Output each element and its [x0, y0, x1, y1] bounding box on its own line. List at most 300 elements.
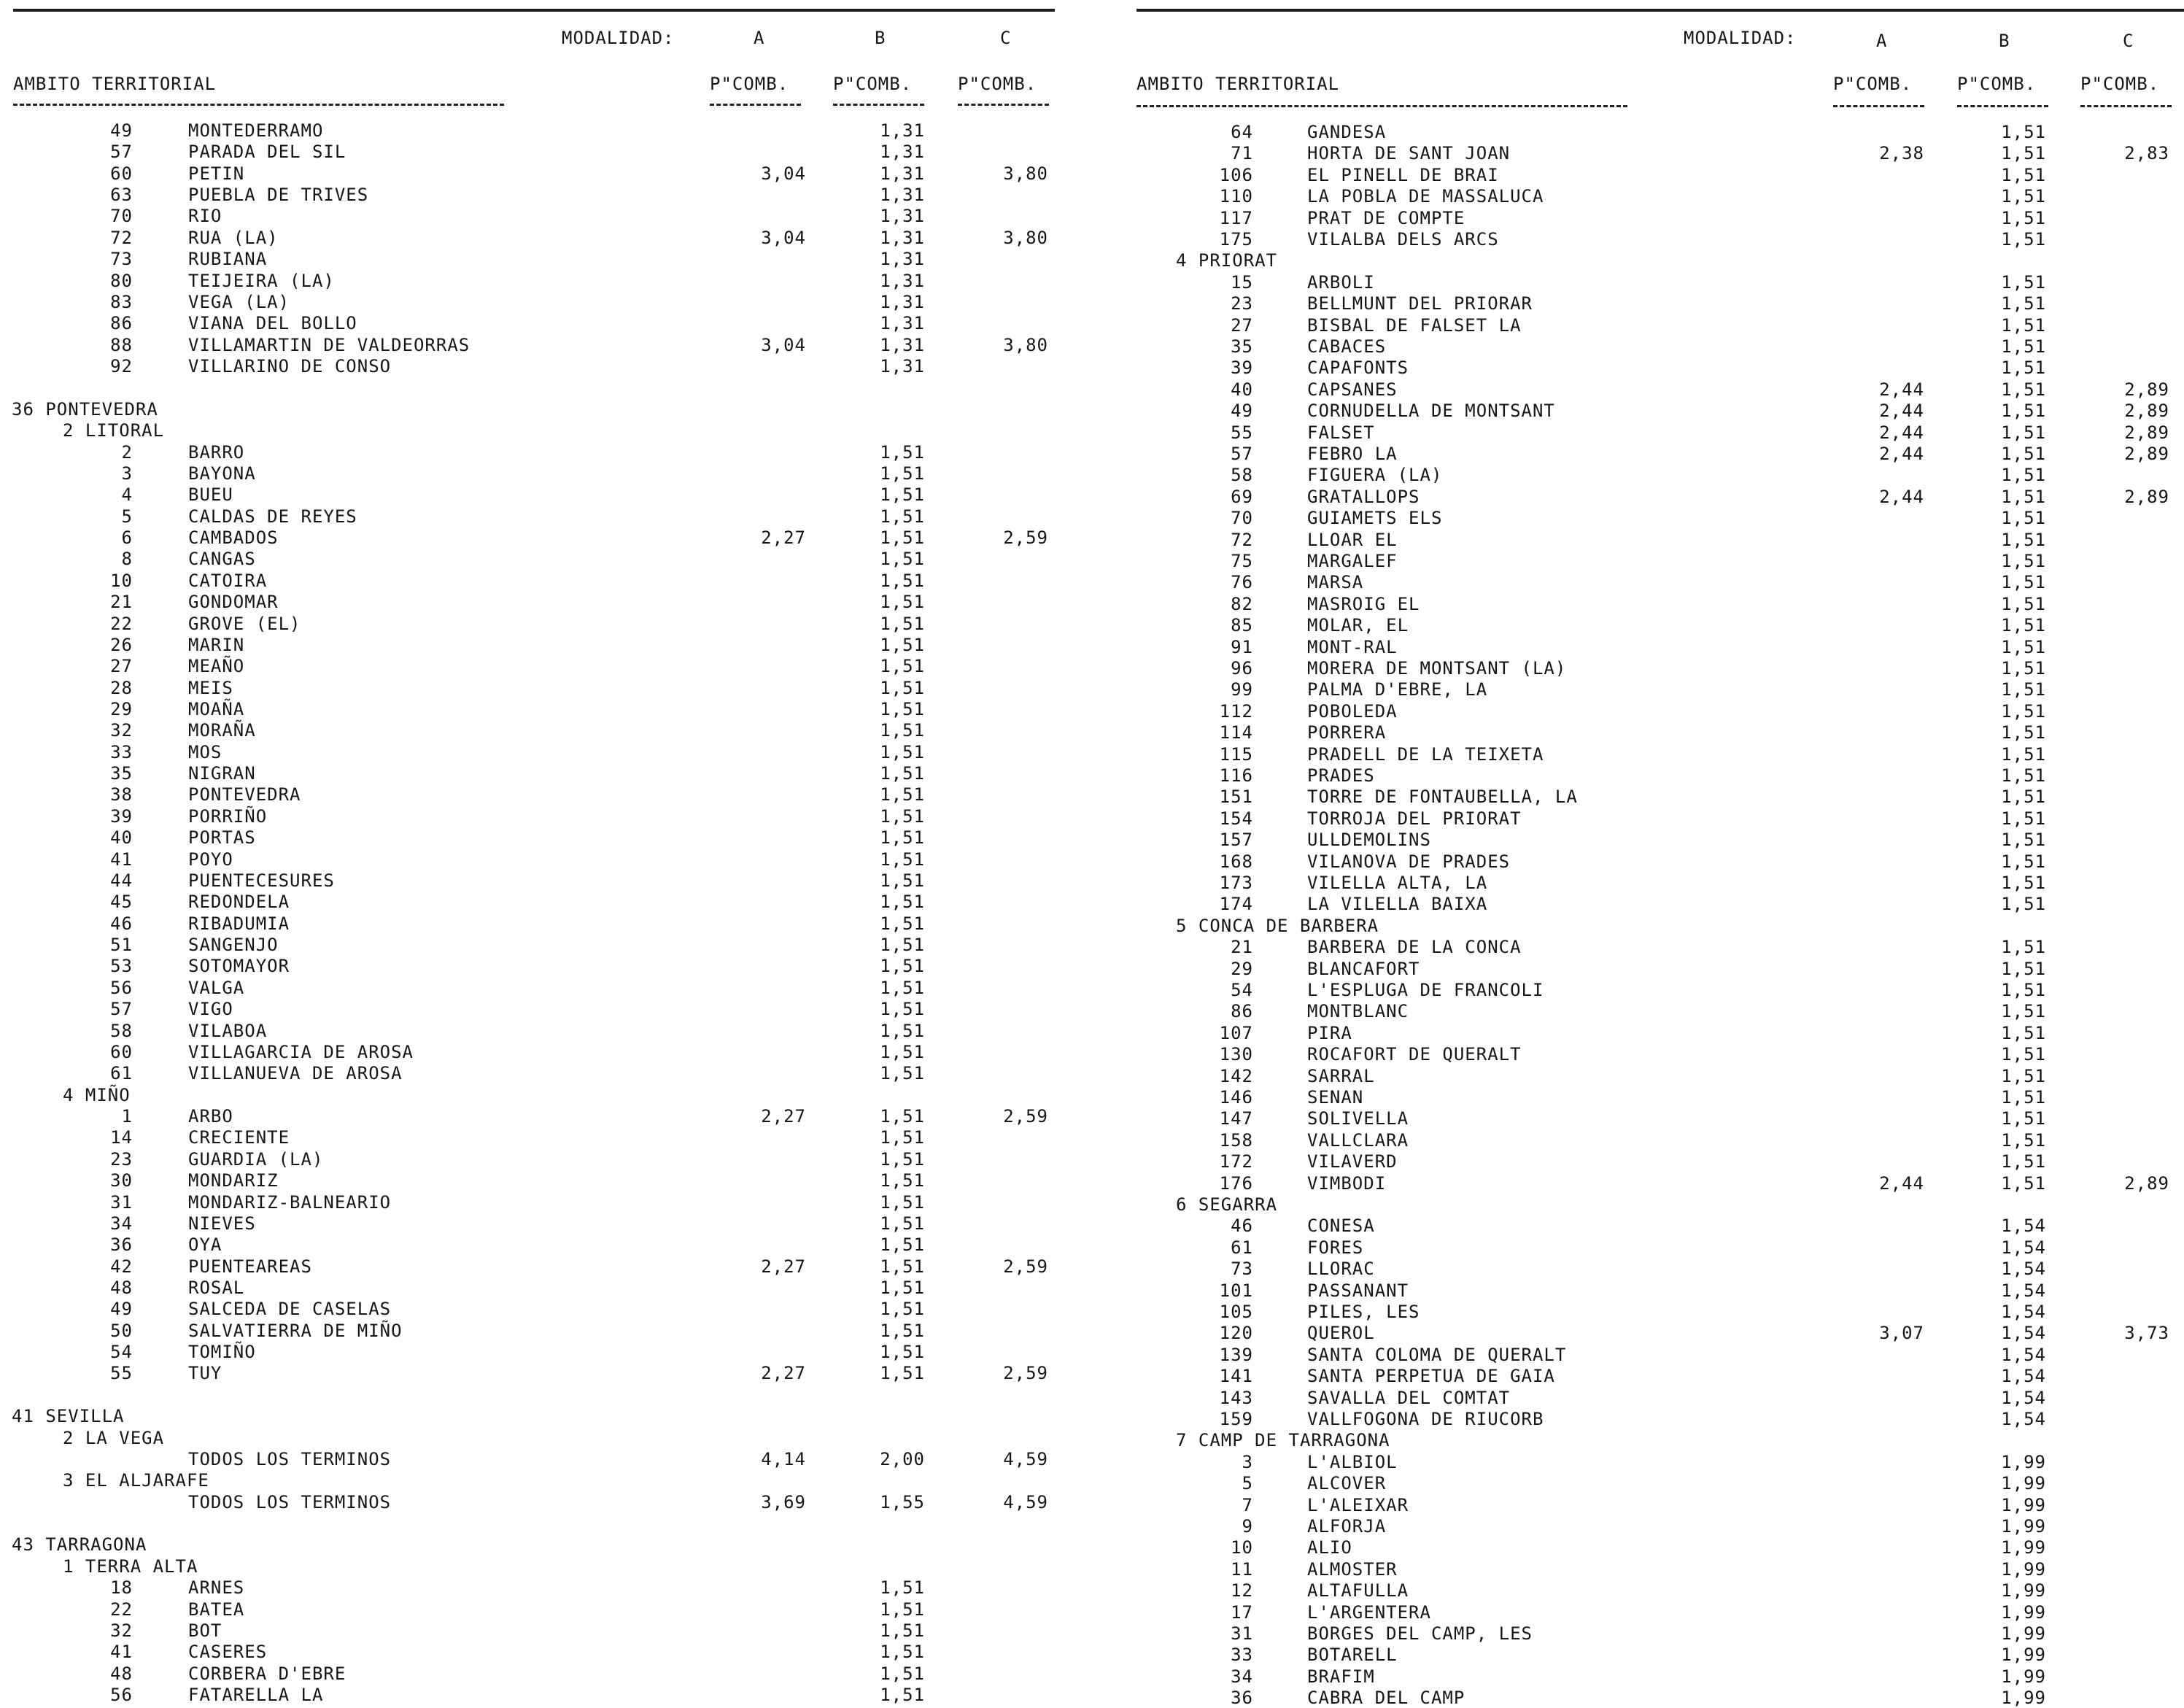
value-a: 3,69	[761, 1491, 806, 1512]
municipality-code: 8	[121, 549, 133, 570]
province-heading: 41 SEVILLA	[12, 1406, 125, 1427]
value-a: 3,07	[1879, 1323, 1924, 1344]
value-b: 1,51	[880, 784, 925, 805]
municipality-code: 80	[110, 270, 133, 291]
municipality-name: RUA (LA)	[188, 227, 279, 248]
municipality-code: 147	[1219, 1108, 1253, 1129]
municipality-code: 15	[1231, 271, 1253, 293]
municipality-code: 10	[1231, 1537, 1253, 1558]
municipality-code: 85	[1231, 615, 1253, 636]
municipality-name: ALCOVER	[1307, 1473, 1387, 1494]
municipality-code: 7	[1242, 1494, 1253, 1515]
municipality-name: LLOAR EL	[1307, 529, 1398, 550]
value-b: 1,51	[2001, 358, 2046, 379]
value-a: 2,38	[1879, 143, 1924, 164]
municipality-name: VILLAGARCIA DE AROSA	[188, 1041, 414, 1062]
value-b: 1,51	[880, 592, 925, 613]
value-c: 3,80	[1003, 227, 1048, 248]
municipality-code: 33	[1231, 1645, 1253, 1666]
municipality-name: POYO	[188, 849, 233, 870]
col-b-header: P"COMB.	[833, 74, 913, 94]
municipality-code: 69	[1231, 486, 1253, 507]
municipality-name: MARIN	[188, 634, 245, 655]
municipality-code: 10	[110, 570, 133, 591]
municipality-code: 91	[1231, 636, 1253, 657]
value-b: 1,54	[2001, 1259, 2046, 1280]
municipality-code: 151	[1219, 787, 1253, 808]
municipality-name: HORTA DE SANT JOAN	[1307, 143, 1511, 164]
municipality-code: 31	[1231, 1623, 1253, 1644]
municipality-name: SAVALLA DEL COMTAT	[1307, 1387, 1511, 1408]
value-b: 1,31	[880, 249, 925, 270]
value-b: 1,99	[2001, 1494, 2046, 1515]
municipality-code: 139	[1219, 1344, 1253, 1365]
col-c-underline	[2080, 105, 2172, 107]
municipality-name: TODOS LOS TERMINOS	[188, 1491, 392, 1512]
value-b: 1,54	[2001, 1409, 2046, 1429]
value-b: 1,99	[2001, 1645, 2046, 1666]
municipality-name: MONTEDERRAMO	[188, 120, 324, 141]
municipality-name: PIRA	[1307, 1022, 1352, 1043]
value-c: 2,59	[1003, 1363, 1048, 1384]
municipality-name: CORBERA D'EBRE	[188, 1663, 346, 1684]
value-b: 1,51	[2001, 1172, 2046, 1194]
municipality-code: 41	[110, 849, 133, 870]
municipality-name: CRECIENTE	[188, 1127, 290, 1148]
municipality-name: MONDARIZ-BALNEARIO	[188, 1191, 392, 1213]
municipality-name: PONTEVEDRA	[188, 784, 301, 805]
municipality-name: PALMA D'EBRE, LA	[1307, 679, 1488, 700]
municipality-name: CAPSANES	[1307, 379, 1398, 400]
value-b: 1,51	[2001, 830, 2046, 851]
value-b: 1,51	[880, 1320, 925, 1341]
municipality-code: 26	[110, 634, 133, 655]
province-heading: 36 PONTEVEDRA	[12, 398, 158, 420]
municipality-name: PARADA DEL SIL	[188, 142, 346, 163]
municipality-name: ALMOSTER	[1307, 1558, 1398, 1580]
municipality-name: FORES	[1307, 1237, 1364, 1258]
value-b: 1,31	[880, 356, 925, 377]
municipality-name: MONTBLANC	[1307, 1001, 1409, 1022]
col-c-underline	[958, 104, 1049, 106]
value-b: 1,51	[2001, 743, 2046, 765]
municipality-name: RIO	[188, 206, 222, 227]
municipality-name: TORROJA DEL PRIORAT	[1307, 808, 1522, 829]
municipality-code: 117	[1219, 207, 1253, 228]
municipality-code: 58	[110, 1020, 133, 1041]
municipality-name: ULLDEMOLINS	[1307, 830, 1431, 851]
col-c-header: P"COMB.	[2080, 74, 2160, 94]
municipality-code: 96	[1231, 658, 1253, 679]
value-a: 2,44	[1879, 422, 1924, 443]
municipality-code: 115	[1219, 743, 1253, 765]
value-b: 1,51	[880, 913, 925, 934]
value-c: 2,89	[2124, 401, 2169, 422]
municipality-name: MEIS	[188, 677, 233, 698]
municipality-name: REDONDELA	[188, 892, 290, 913]
municipality-code: 46	[110, 913, 133, 934]
municipality-code: 44	[110, 870, 133, 891]
value-b: 1,51	[2001, 615, 2046, 636]
municipality-code: 154	[1219, 808, 1253, 829]
municipality-name: CABACES	[1307, 336, 1387, 357]
municipality-name: OYA	[188, 1234, 222, 1256]
col-c-letter: C	[2123, 31, 2134, 51]
municipality-code: 57	[110, 142, 133, 163]
value-b: 1,31	[880, 120, 925, 141]
municipality-name: SOTOMAYOR	[188, 956, 290, 977]
value-a: 4,14	[761, 1448, 806, 1469]
value-b: 1,99	[2001, 1451, 2046, 1472]
municipality-code: 40	[1231, 379, 1253, 400]
municipality-name: GRATALLOPS	[1307, 486, 1420, 507]
municipality-code: 173	[1219, 873, 1253, 893]
province-heading: 43 TARRAGONA	[12, 1534, 147, 1556]
value-b: 1,51	[880, 463, 925, 484]
municipality-code: 48	[110, 1277, 133, 1298]
municipality-name: BISBAL DE FALSET LA	[1307, 314, 1522, 336]
municipality-code: 70	[110, 206, 133, 227]
municipality-code: 73	[1231, 1259, 1253, 1280]
value-b: 1,51	[880, 827, 925, 849]
municipality-code: 33	[110, 741, 133, 762]
municipality-code: 4	[121, 484, 133, 506]
value-b: 1,99	[2001, 1473, 2046, 1494]
col-b-letter: B	[1999, 31, 2010, 51]
municipality-code: 159	[1219, 1409, 1253, 1429]
value-b: 1,51	[880, 720, 925, 741]
value-b: 1,51	[880, 1363, 925, 1384]
municipality-name: PUENTEAREAS	[188, 1256, 312, 1277]
comarca-heading: 2 LITORAL	[63, 420, 165, 441]
municipality-code: 55	[1231, 422, 1253, 443]
value-a: 3,04	[761, 334, 806, 355]
value-b: 1,51	[880, 1106, 925, 1127]
value-c: 3,80	[1003, 163, 1048, 184]
value-a: 2,27	[761, 1256, 806, 1277]
municipality-name: QUEROL	[1307, 1323, 1375, 1344]
municipality-name: PETIN	[188, 163, 245, 184]
municipality-code: 72	[110, 227, 133, 248]
municipality-code: 58	[1231, 465, 1253, 486]
value-b: 1,54	[2001, 1323, 2046, 1344]
municipality-code: 3	[1242, 1451, 1253, 1472]
municipality-name: FIGUERA (LA)	[1307, 465, 1443, 486]
municipality-name: BAYONA	[188, 463, 256, 484]
municipality-code: 116	[1219, 765, 1253, 786]
municipality-code: 49	[110, 1299, 133, 1320]
value-b: 1,51	[2001, 1129, 2046, 1151]
col-c-letter: C	[1000, 28, 1012, 48]
municipality-code: 142	[1219, 1065, 1253, 1086]
municipality-code: 101	[1219, 1280, 1253, 1301]
municipality-name: LA POBLA DE MASSALUCA	[1307, 186, 1544, 207]
comarca-heading: 5 CONCA DE BARBERA	[1176, 915, 1379, 936]
municipality-code: 35	[110, 763, 133, 784]
value-b: 1,51	[2001, 143, 2046, 164]
value-b: 1,51	[2001, 186, 2046, 207]
municipality-name: RUBIANA	[188, 249, 268, 270]
value-b: 1,51	[880, 1685, 925, 1705]
value-a: 2,44	[1879, 486, 1924, 507]
value-b: 1,51	[2001, 122, 2046, 142]
col-a-underline	[710, 104, 801, 106]
municipality-code: 70	[1231, 508, 1253, 529]
municipality-name: BATEA	[188, 1599, 245, 1620]
col-a-letter: A	[1876, 31, 1888, 51]
value-b: 1,51	[2001, 593, 2046, 614]
municipality-name: VILABOA	[188, 1020, 268, 1041]
col-b-header: P"COMB.	[1957, 74, 2037, 94]
municipality-name: VALLCLARA	[1307, 1129, 1409, 1151]
value-b: 1,51	[2001, 293, 2046, 314]
value-b: 1,51	[2001, 572, 2046, 593]
comarca-heading: 4 MIÑO	[63, 1084, 131, 1105]
value-b: 1,51	[880, 805, 925, 827]
value-b: 1,51	[880, 1234, 925, 1256]
municipality-name: GROVE (EL)	[188, 613, 301, 634]
municipality-name: CABRA DEL CAMP	[1307, 1688, 1465, 1708]
municipality-name: VILLAMARTIN DE VALDEORRAS	[188, 334, 471, 355]
municipality-code: 172	[1219, 1151, 1253, 1172]
value-b: 1,51	[2001, 229, 2046, 250]
value-b: 1,99	[2001, 1666, 2046, 1687]
municipality-code: 71	[1231, 143, 1253, 164]
value-a: 2,27	[761, 1363, 806, 1384]
municipality-code: 29	[1231, 958, 1253, 979]
value-b: 1,51	[880, 1663, 925, 1684]
municipality-code: 5	[1242, 1473, 1253, 1494]
municipality-name: ALIO	[1307, 1537, 1352, 1558]
value-b: 1,51	[2001, 1022, 2046, 1043]
municipality-code: 82	[1231, 593, 1253, 614]
municipality-code: 14	[110, 1127, 133, 1148]
value-b: 1,55	[880, 1491, 925, 1512]
municipality-name: SANTA COLOMA DE QUERALT	[1307, 1344, 1567, 1365]
municipality-name: VALLFOGONA DE RIUCORB	[1307, 1409, 1544, 1429]
municipality-code: 49	[1231, 401, 1253, 422]
value-b: 1,51	[880, 1256, 925, 1277]
value-b: 1,54	[2001, 1237, 2046, 1258]
municipality-name: TODOS LOS TERMINOS	[188, 1448, 392, 1469]
value-b: 1,51	[2001, 164, 2046, 185]
value-b: 1,51	[880, 1213, 925, 1234]
municipality-name: CANGAS	[188, 549, 256, 570]
value-b: 1,51	[880, 570, 925, 591]
municipality-name: MOAÑA	[188, 698, 245, 719]
municipality-name: CORNUDELLA DE MONTSANT	[1307, 401, 1555, 422]
municipality-name: POBOLEDA	[1307, 700, 1398, 722]
value-b: 1,99	[2001, 1688, 2046, 1708]
municipality-name: TORRE DE FONTAUBELLA, LA	[1307, 787, 1578, 808]
value-b: 1,51	[2001, 1151, 2046, 1172]
municipality-name: PASSANANT	[1307, 1280, 1409, 1301]
municipality-name: SANGENJO	[188, 935, 279, 956]
value-a: 3,04	[761, 163, 806, 184]
municipality-code: 49	[110, 120, 133, 141]
municipality-code: 27	[1231, 314, 1253, 336]
value-b: 1,99	[2001, 1537, 2046, 1558]
municipality-code: 45	[110, 892, 133, 913]
value-b: 1,51	[880, 1299, 925, 1320]
modalidad-label: MODALIDAD:	[1684, 28, 1797, 48]
value-b: 1,99	[2001, 1580, 2046, 1601]
municipality-name: PRAT DE COMPTE	[1307, 207, 1465, 228]
value-b: 1,31	[880, 270, 925, 291]
municipality-name: MASROIG EL	[1307, 593, 1420, 614]
municipality-code: 28	[110, 677, 133, 698]
municipality-code: 9	[1242, 1516, 1253, 1537]
municipality-name: SENAN	[1307, 1087, 1364, 1108]
municipality-code: 41	[110, 1642, 133, 1663]
value-a: 2,27	[761, 528, 806, 549]
municipality-name: ARBOLI	[1307, 271, 1375, 293]
municipality-name: SOLIVELLA	[1307, 1108, 1409, 1129]
ambito-underline	[1136, 105, 1627, 107]
comarca-heading: 1 TERRA ALTA	[63, 1556, 198, 1577]
municipality-name: BRAFIM	[1307, 1666, 1375, 1687]
value-b: 1,51	[2001, 1001, 2046, 1022]
value-b: 1,51	[880, 1191, 925, 1213]
value-b: 1,51	[880, 1063, 925, 1084]
municipality-code: 105	[1219, 1302, 1253, 1322]
value-b: 1,51	[2001, 401, 2046, 422]
municipality-code: 76	[1231, 572, 1253, 593]
municipality-name: L'ESPLUGA DE FRANCOLI	[1307, 980, 1544, 1000]
value-b: 1,51	[880, 1020, 925, 1041]
municipality-code: 73	[110, 249, 133, 270]
top-rule	[1136, 9, 2184, 12]
municipality-name: BORGES DEL CAMP, LES	[1307, 1623, 1533, 1644]
municipality-code: 72	[1231, 529, 1253, 550]
municipality-code: 158	[1219, 1129, 1253, 1151]
value-b: 1,51	[2001, 808, 2046, 829]
value-c: 2,89	[2124, 422, 2169, 443]
col-b-underline	[833, 104, 924, 106]
value-b: 1,51	[880, 1599, 925, 1620]
municipality-name: LA VILELLA BAIXA	[1307, 894, 1488, 915]
municipality-name: CASERES	[188, 1642, 268, 1663]
value-b: 1,51	[880, 549, 925, 570]
municipality-code: 175	[1219, 229, 1253, 250]
value-b: 1,31	[880, 313, 925, 334]
municipality-name: BARBERA DE LA CONCA	[1307, 937, 1522, 958]
municipality-name: VEGA (LA)	[188, 291, 290, 312]
value-b: 1,51	[2001, 851, 2046, 872]
municipality-name: PORRERA	[1307, 722, 1387, 743]
value-b: 1,51	[880, 1577, 925, 1599]
value-b: 1,54	[2001, 1302, 2046, 1322]
municipality-code: 92	[110, 356, 133, 377]
value-b: 1,51	[2001, 679, 2046, 700]
municipality-name: BELLMUNT DEL PRIORAR	[1307, 293, 1533, 314]
municipality-name: L'ALBIOL	[1307, 1451, 1398, 1472]
value-b: 1,54	[2001, 1280, 2046, 1301]
value-b: 1,51	[2001, 1108, 2046, 1129]
municipality-name: TUY	[188, 1363, 222, 1384]
col-b-underline	[1957, 105, 2048, 107]
municipality-code: 12	[1231, 1580, 1253, 1601]
municipality-name: MORERA DE MONTSANT (LA)	[1307, 658, 1567, 679]
value-a: 3,04	[761, 227, 806, 248]
comarca-heading: 6 SEGARRA	[1176, 1194, 1278, 1215]
value-b: 1,51	[2001, 1044, 2046, 1065]
municipality-code: 11	[1231, 1558, 1253, 1580]
value-b: 1,51	[2001, 465, 2046, 486]
municipality-code: 130	[1219, 1044, 1253, 1065]
municipality-name: BOT	[188, 1620, 222, 1641]
value-b: 1,51	[2001, 508, 2046, 529]
value-b: 1,54	[2001, 1387, 2046, 1408]
value-b: 1,51	[880, 956, 925, 977]
value-b: 1,51	[2001, 486, 2046, 507]
value-b: 1,51	[880, 613, 925, 634]
value-c: 2,89	[2124, 486, 2169, 507]
municipality-name: VALGA	[188, 977, 245, 998]
comarca-heading: 2 LA VEGA	[63, 1427, 165, 1448]
municipality-name: CATOIRA	[188, 570, 268, 591]
value-b: 1,51	[880, 1148, 925, 1170]
col-a-header: P"COMB.	[1833, 74, 1913, 94]
value-b: 1,31	[880, 206, 925, 227]
value-c: 2,59	[1003, 1106, 1048, 1127]
value-b: 1,51	[2001, 422, 2046, 443]
municipality-code: 110	[1219, 186, 1253, 207]
municipality-code: 42	[110, 1256, 133, 1277]
municipality-code: 3	[121, 463, 133, 484]
municipality-name: MOLAR, EL	[1307, 615, 1409, 636]
value-b: 1,51	[880, 441, 925, 463]
municipality-code: 35	[1231, 336, 1253, 357]
municipality-code: 2	[121, 441, 133, 463]
municipality-name: GUIAMETS ELS	[1307, 508, 1443, 529]
municipality-name: SARRAL	[1307, 1065, 1375, 1086]
value-b: 1,51	[880, 849, 925, 870]
municipality-code: 88	[110, 334, 133, 355]
municipality-code: 31	[110, 1191, 133, 1213]
municipality-code: 39	[1231, 358, 1253, 379]
municipality-code: 27	[110, 656, 133, 677]
municipality-name: ROCAFORT DE QUERALT	[1307, 1044, 1522, 1065]
left-column	[0, 0, 1058, 1708]
municipality-code: 1	[121, 1106, 133, 1127]
municipality-code: 38	[110, 784, 133, 805]
municipality-name: ALTAFULLA	[1307, 1580, 1409, 1601]
municipality-code: 17	[1231, 1601, 1253, 1623]
municipality-name: L'ARGENTERA	[1307, 1601, 1431, 1623]
municipality-name: RIBADUMIA	[188, 913, 290, 934]
col-c-header: P"COMB.	[958, 74, 1037, 94]
value-b: 1,51	[2001, 787, 2046, 808]
municipality-code: 36	[1231, 1688, 1253, 1708]
municipality-code: 53	[110, 956, 133, 977]
municipality-name: VILELLA ALTA, LA	[1307, 873, 1488, 893]
value-b: 1,54	[2001, 1366, 2046, 1387]
municipality-code: 34	[110, 1213, 133, 1234]
municipality-code: 86	[110, 313, 133, 334]
municipality-code: 50	[110, 1320, 133, 1341]
municipality-code: 21	[110, 592, 133, 613]
value-b: 1,51	[2001, 271, 2046, 293]
value-b: 1,51	[880, 1277, 925, 1298]
value-b: 1,51	[2001, 207, 2046, 228]
municipality-name: VILANOVA DE PRADES	[1307, 851, 1511, 872]
municipality-name: MOS	[188, 741, 222, 762]
municipality-name: TEIJEIRA (LA)	[188, 270, 335, 291]
municipality-code: 23	[110, 1148, 133, 1170]
value-b: 1,51	[2001, 1065, 2046, 1086]
comarca-heading: 3 EL ALJARAFE	[63, 1470, 209, 1491]
